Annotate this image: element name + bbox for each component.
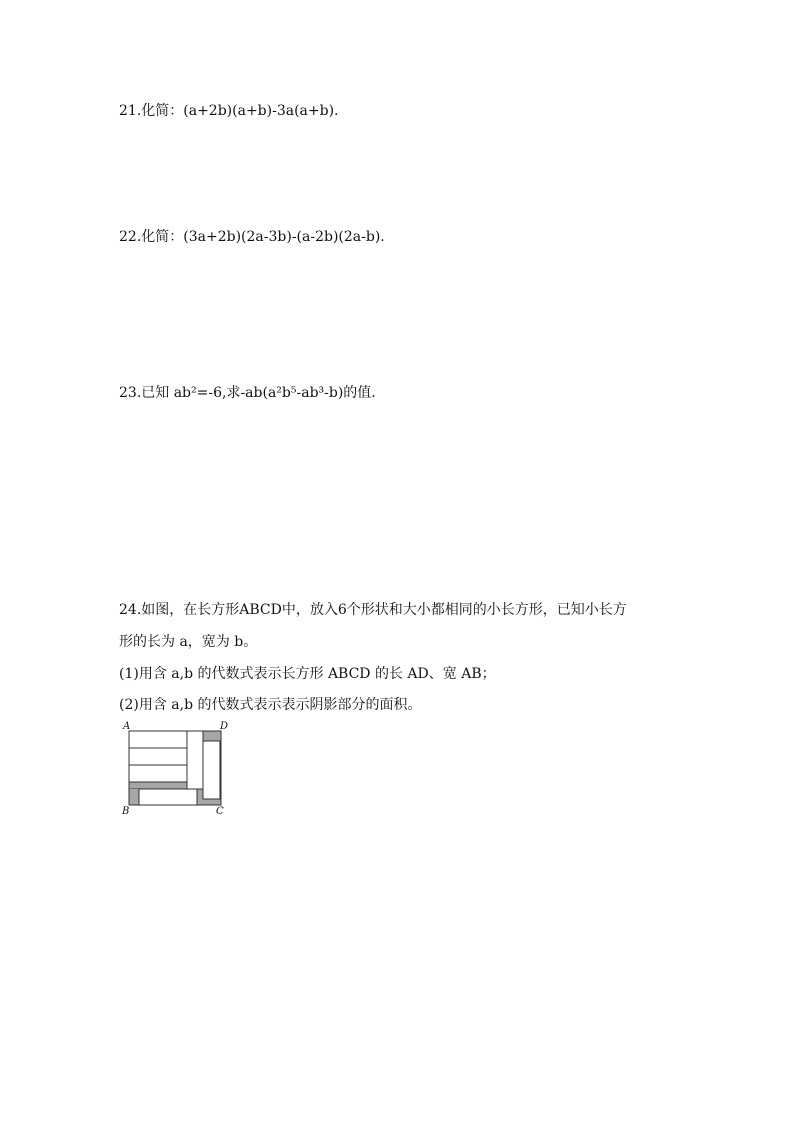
- shaded-region-left-strip: [129, 782, 187, 789]
- question-21: 21.化简：(a+2b)(a+b)-3a(a+b).: [119, 103, 339, 119]
- rectangle-abcd-figure: [118, 718, 233, 824]
- question-24-part1: (1)用含 a,b 的代数式表示长方形 ABCD 的长 AD、宽 AB；: [119, 666, 496, 682]
- shaded-region-top-right: [203, 731, 221, 741]
- question-22: 22.化简：(3a+2b)(2a-3b)-(a-2b)(2a-b).: [119, 229, 385, 245]
- vertex-label-c: C: [216, 806, 224, 817]
- vertex-label-b: B: [122, 806, 130, 817]
- question-24-stem-line2: 形的长为 a，宽为 b。: [119, 634, 258, 650]
- small-rectangle-4: [187, 731, 203, 789]
- shaded-region-bottom-left: [129, 789, 139, 805]
- small-rectangle-1: [129, 731, 187, 748]
- small-rectangle-5: [203, 741, 220, 799]
- small-rectangle-3: [129, 765, 187, 782]
- vertex-label-d: D: [220, 721, 229, 732]
- question-24-part2: (2)用含 a,b 的代数式表示表示阴影部分的面积。: [119, 697, 422, 713]
- small-rectangle-2: [129, 748, 187, 765]
- vertex-label-a: A: [123, 721, 131, 732]
- question-23: 23.已知 ab²=-6,求-ab(a²b⁵-ab³-b)的值.: [119, 385, 376, 401]
- question-24-stem-line1: 24.如图，在长方形ABCD中，放入6个形状和大小都相同的小长方形，已知小长方: [119, 602, 627, 618]
- small-rectangle-6: [139, 789, 197, 805]
